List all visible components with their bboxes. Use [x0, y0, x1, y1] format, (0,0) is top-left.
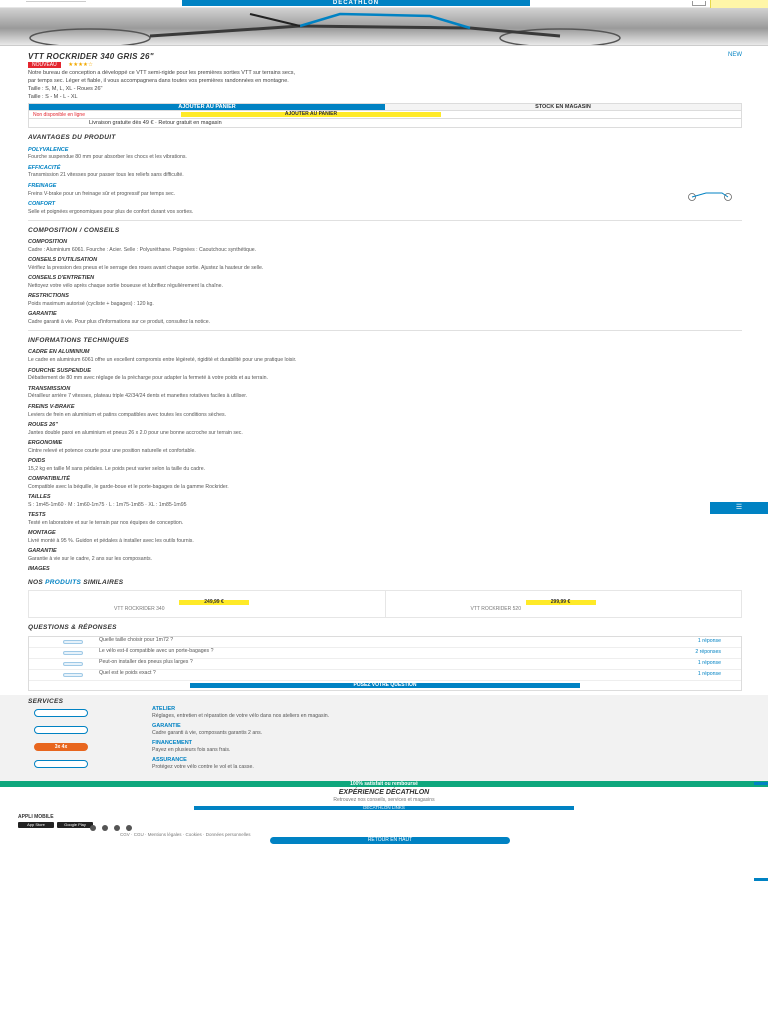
tech-title-6: ERGONOMIE	[28, 439, 63, 446]
services-title: SERVICES	[28, 697, 64, 705]
shield-icon	[34, 726, 88, 734]
top-bar	[0, 0, 768, 8]
similar-products	[28, 579, 742, 618]
tech-text-4: Leviers de frein en aluminium et patins compatibles avec toutes les conditions sèches.	[28, 411, 227, 418]
instagram-icon[interactable]	[114, 825, 120, 831]
answer-count[interactable]: 1 réponse	[697, 670, 721, 677]
questions-list	[28, 636, 742, 691]
tech-text-11: Livré monté à 95 %. Guidon et pédales à installer avec les outils fournis.	[28, 538, 194, 545]
tech-title-12: GARANTIE	[28, 548, 57, 555]
mini-bike-icon	[682, 191, 738, 201]
ask-question-button[interactable]: POSEZ VOTRE QUESTION	[190, 683, 580, 688]
question-row[interactable]	[29, 637, 741, 648]
footer	[0, 812, 768, 846]
tech-title-3: TRANSMISSION	[28, 385, 71, 392]
advantage-title-4: CONFORT	[28, 200, 56, 207]
availability-alert: Non disponible en ligne	[33, 112, 85, 119]
brand-logo[interactable]: DECATHLON	[182, 0, 530, 6]
back-to-top-button[interactable]: RETOUR EN HAUT	[270, 837, 510, 844]
tech-text-8: Compatible avec la béquille, le garde-boue et le porte-bagages de la gamme Rockrider.	[28, 483, 229, 490]
comp-title-5: GARANTIE	[28, 311, 57, 318]
service-title: FINANCEMENT	[152, 739, 193, 746]
tech-text-12: Garantie à vie sur le cadre, 2 ans sur les composants.	[28, 556, 152, 563]
tech-text-2: Débattement de 80 mm avec réglage de la précharge pour adapter la fermeté à votre poids et au terrain.	[28, 375, 268, 382]
product-ref: NEW	[728, 52, 742, 58]
tech-text-1: Le cadre en aluminium 6061 offre un excellent compromis entre légèreté, rigidité et durabilité pour une pratique loisir.	[28, 357, 297, 364]
similar-title-prefix: NOS	[28, 579, 43, 587]
question-icon	[63, 651, 83, 655]
question-row[interactable]	[29, 659, 741, 670]
rating-stars-icon[interactable]: ★★★★☆	[68, 62, 93, 68]
tech-text-10: Testé en laboratoire et sur le terrain par nos équipes de conception.	[28, 520, 184, 527]
promo-corner[interactable]	[710, 0, 768, 8]
service-text: Cadre garanti à vie, composants garantis 2 ans.	[152, 729, 263, 736]
product-hero-image[interactable]	[0, 8, 768, 46]
service-title: GARANTIE	[152, 722, 181, 729]
question-icon	[63, 640, 83, 644]
technical-title: INFORMATIONS TECHNIQUES	[28, 337, 130, 345]
bike-image	[0, 8, 768, 46]
similar-title	[28, 579, 742, 587]
experience-subtitle: Retrouvez nos conseils, services et magasins	[333, 797, 435, 804]
question-row[interactable]	[29, 648, 741, 659]
product-title-row	[28, 52, 742, 61]
tech-text-7: 15,2 kg en taille M sans pédales. Le poids peut varier selon la taille du cadre.	[28, 465, 206, 472]
comp-title-3: CONSEILS D'ENTRETIEN	[28, 275, 95, 282]
service-row[interactable]	[28, 706, 740, 723]
comp-text-2: Vérifiez la pression des pneus et le serrage des roues avant chaque sortie. Ajustez la hauteur de selle.	[28, 264, 264, 271]
product-title: VTT ROCKRIDER 340 GRIS 26"	[28, 52, 154, 61]
advantage-text-1: Fourche suspendue 80 mm pour absorber les chocs et les vibrations.	[28, 154, 187, 161]
advantage-text-2: Transmission 21 vitesses pour passer tous les reliefs sans difficulté.	[28, 172, 184, 179]
size-selector[interactable]: Taille : S - M - L - XL	[28, 93, 78, 100]
social-links	[90, 825, 132, 831]
badge-row	[28, 62, 742, 69]
questions-title: QUESTIONS & RÉPONSES	[28, 624, 117, 632]
tech-title-2: FOURCHE SUSPENDUE	[28, 367, 91, 374]
purchase-tabs	[28, 103, 742, 111]
comp-title-1: COMPOSITION	[28, 238, 68, 245]
answer-count[interactable]: 2 réponses	[695, 648, 721, 655]
product-desc-2: par temps sec. Léger et fiable, il vous accompagnera dans toutes vos premières randonnées en montagne.	[28, 77, 289, 84]
experience-title: EXPÉRIENCE DÉCATHLON	[338, 788, 430, 796]
tech-title-1: CADRE EN ALUMINIUM	[28, 349, 90, 356]
service-text: Réglages, entretien et réparation de votre vélo dans nos ateliers en magasin.	[152, 712, 330, 719]
question-text: Quelle taille choisir pour 1m72 ?	[99, 636, 174, 643]
wrench-icon	[34, 709, 88, 717]
tech-text-9: S : 1m45-1m60 · M : 1m60-1m75 · L : 1m75-1m85 · XL : 1m85-1m95	[28, 501, 187, 508]
menu-icon[interactable]	[26, 1, 86, 5]
tech-text-6: Cintre relevé et potence courte pour une position naturelle et confortable.	[28, 447, 196, 454]
question-row[interactable]	[29, 670, 741, 681]
product-desc-1: Notre bureau de conception a développé ce VTT semi-rigide pour les premières sorties VTT sur terrains secs,	[28, 69, 295, 76]
service-text: Protégez votre vélo contre le vol et la casse.	[152, 763, 254, 770]
advantages-title: AVANTAGES DU PRODUIT	[28, 134, 116, 142]
advantage-title-1: POLYVALENCE	[28, 146, 69, 153]
facebook-icon[interactable]	[90, 825, 96, 831]
tech-title-4: FREINS V-BRAKE	[28, 403, 75, 410]
similar-cards	[28, 590, 742, 618]
comp-title-2: CONSEILS D'UTILISATION	[28, 257, 98, 264]
answer-count[interactable]: 1 réponse	[697, 659, 721, 666]
youtube-icon[interactable]	[126, 825, 132, 831]
tech-title-10: TESTS	[28, 512, 46, 519]
comp-title-4: RESTRICTIONS	[28, 293, 69, 300]
tech-text-5: Jantes double paroi en aluminium et pneus 26 x 2.0 pour une bonne accroche sur terrain sec.	[28, 429, 243, 436]
app-label: APPLI MOBILE	[18, 813, 54, 820]
composition-title: COMPOSITION / CONSEILS	[28, 226, 120, 234]
insurance-icon	[34, 760, 88, 768]
scroll-indicator	[754, 878, 768, 881]
price-tag: 249,99 €	[179, 600, 249, 605]
satisfaction-bar[interactable]: 100% satisfait ou remboursé	[0, 781, 768, 787]
scroll-indicator	[754, 782, 768, 785]
service-title: ATELIER	[152, 705, 176, 712]
price-tag: 299,99 €	[526, 600, 596, 605]
delivery-info: Livraison gratuite dès 49 € · Retour gratuit en magasin	[28, 119, 742, 128]
service-row[interactable]	[28, 740, 740, 757]
images-label: IMAGES	[28, 566, 50, 573]
similar-card[interactable]	[29, 591, 386, 617]
comp-text-3: Nettoyez votre vélo après chaque sortie boueuse et lubrifiez régulièrement la chaîne.	[28, 282, 223, 289]
advantage-text-4: Selle et poignées ergonomiques pour plus de confort durant vos sorties.	[28, 208, 194, 215]
payment-badge-icon: 3x 4x	[34, 743, 88, 751]
similar-title-highlight: PRODUITS	[45, 579, 82, 587]
new-badge: NOUVEAU	[28, 62, 61, 68]
similar-card[interactable]	[386, 591, 742, 617]
divider	[28, 330, 742, 331]
tech-title-7: POIDS	[28, 457, 46, 464]
services-section	[0, 695, 768, 781]
tech-title-9: TAILLES	[28, 494, 51, 501]
question-icon	[63, 662, 83, 666]
answer-count[interactable]: 1 réponse	[697, 637, 721, 644]
service-row[interactable]	[28, 757, 740, 774]
add-row	[28, 111, 742, 119]
google-play-button[interactable]: Google Play	[57, 822, 93, 828]
service-row[interactable]	[28, 723, 740, 740]
tech-text-3: Dérailleur arrière 7 vitesses, plateau triple 42/34/24 dents et manettes rotatives faciles à utiliser.	[28, 393, 248, 400]
question-icon	[63, 673, 83, 677]
tech-title-8: COMPATIBILITÉ	[28, 476, 70, 482]
tech-title-11: MONTAGE	[28, 530, 56, 537]
question-text: Quel est le poids exact ?	[99, 669, 156, 676]
comp-text-1: Cadre : Aluminium 6061. Fourche : Acier. Selle : Polyuréthane. Poignées : Caoutchouc synthétique.	[28, 246, 257, 253]
similar-product-name: VTT ROCKRIDER 520	[470, 606, 521, 613]
service-text: Payez en plusieurs fois sans frais.	[152, 746, 231, 753]
advantage-title-3: FREINAGE	[28, 182, 57, 189]
twitter-icon[interactable]	[102, 825, 108, 831]
question-text: Peut-on installer des pneus plus larges ?	[99, 658, 193, 665]
tech-title-5: ROUES 26"	[28, 421, 58, 428]
app-store-button[interactable]: App Store	[18, 822, 54, 828]
floating-menu-button[interactable]: ☰	[710, 502, 768, 514]
divider	[28, 220, 742, 221]
links-bar[interactable]: DECATHLON LINKS	[194, 806, 574, 810]
similar-title-suffix: SIMILAIRES	[83, 579, 124, 587]
tab-store-stock[interactable]: STOCK EN MAGASIN	[385, 104, 741, 110]
advantage-title-2: EFFICACITÉ	[28, 164, 61, 171]
legal-links[interactable]: CGV · CGU · Mentions légales · Cookies · Données personnelles	[120, 831, 251, 837]
service-title: ASSURANCE	[152, 756, 187, 763]
add-to-cart-button[interactable]: AJOUTER AU PANIER	[181, 112, 441, 117]
product-desc-3: Taille : S, M, L, XL - Roues 26"	[28, 85, 103, 92]
comp-text-5: Cadre garanti à vie. Pour plus d'informations sur ce produit, consultez la notice.	[28, 319, 211, 326]
advantage-text-3: Freins V-brake pour un freinage sûr et progressif par temps sec.	[28, 190, 176, 197]
comp-text-4: Poids maximum autorisé (cycliste + bagages) : 120 kg.	[28, 301, 154, 308]
similar-product-name: VTT ROCKRIDER 340	[114, 606, 165, 613]
cart-icon[interactable]	[692, 1, 706, 6]
tab-add-to-cart[interactable]: AJOUTER AU PANIER	[29, 104, 385, 110]
question-text: Le vélo est-il compatible avec un porte-bagages ?	[99, 647, 214, 654]
